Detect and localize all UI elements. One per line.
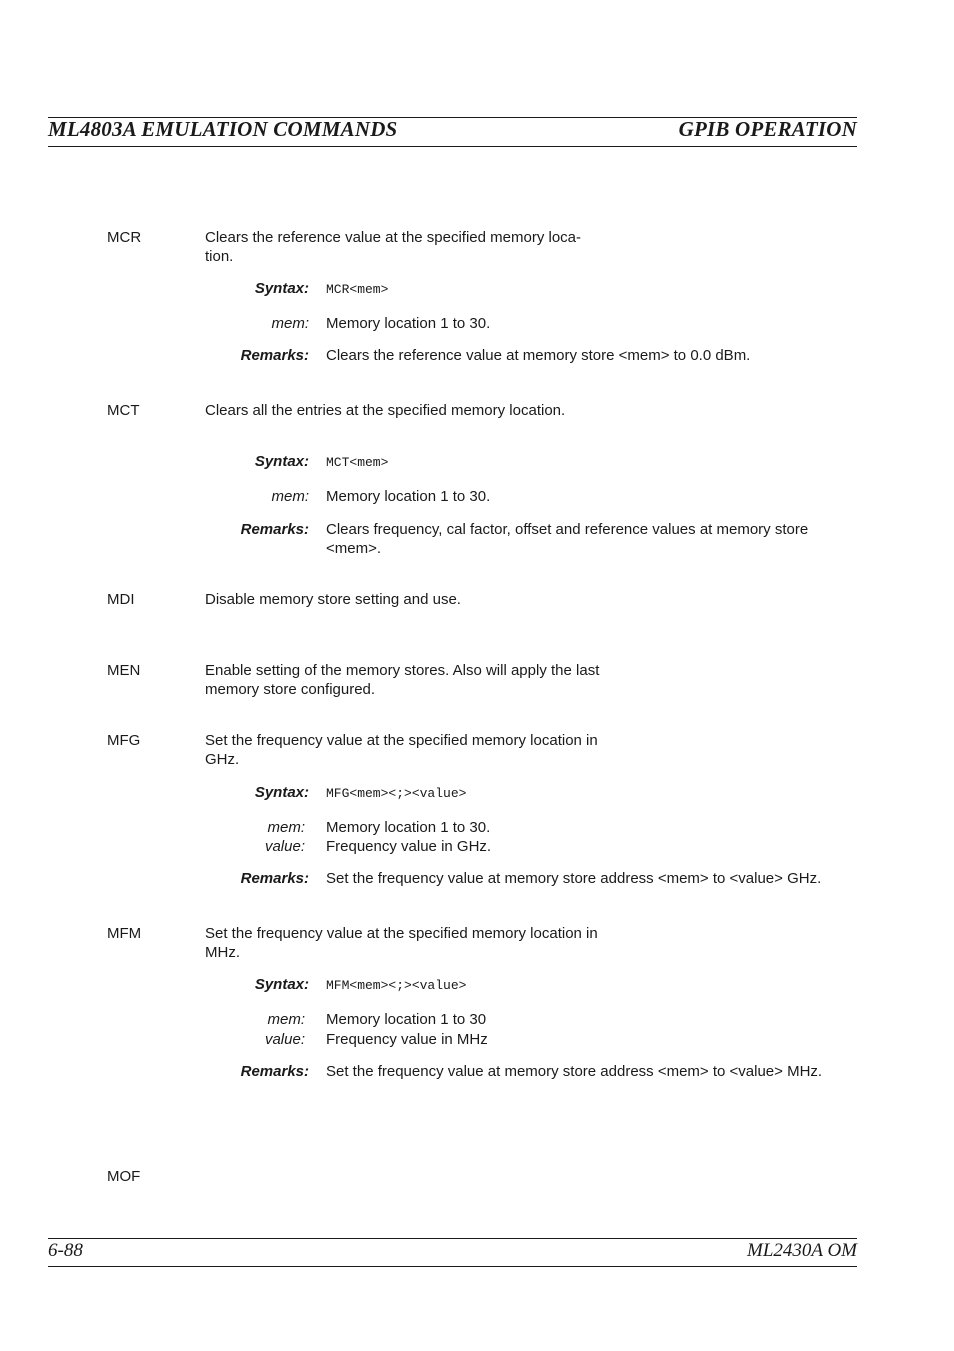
mfg-syntax: MFG<mem><;><value> [326, 786, 467, 801]
mfm-remarks: Set the frequency value at memory store address <mem> to <value> MHz. [326, 1063, 823, 1080]
mfg-syntax-label: Syntax: [254, 784, 309, 801]
command-mfm: MFM [107, 925, 142, 942]
footer-bottom-rule [48, 1266, 857, 1267]
mct-remarks-line2: <mem>. [326, 540, 382, 557]
mcr-mem: Memory location 1 to 30. [326, 315, 491, 332]
mcr-remarks-label: Remarks: [240, 347, 309, 364]
mct-syntax: MCT<mem> [326, 455, 389, 470]
command-mct: MCT [107, 402, 140, 419]
mct-remarks-label: Remarks: [240, 521, 309, 538]
mcr-syntax-label: Syntax: [254, 280, 309, 297]
mfm-mem-label: mem: [267, 1011, 305, 1028]
mfm-syntax-label: Syntax: [254, 976, 309, 993]
mfg-value: Frequency value in GHz. [326, 838, 492, 855]
mfg-remarks: Set the frequency value at memory store address <mem> to <value> GHz. [326, 870, 822, 887]
mct-remarks-line1: Clears frequency, cal factor, offset and reference values at memory store [326, 521, 809, 538]
mfg-mem-label: mem: [267, 819, 305, 836]
mfg-value-label: value: [264, 838, 305, 855]
mfm-description-line2: MHz. [205, 944, 240, 961]
mfm-value-label: value: [264, 1031, 305, 1048]
command-mfg: MFG [107, 732, 141, 749]
mct-mem-label: mem: [271, 488, 309, 505]
mfm-remarks-label: Remarks: [240, 1063, 309, 1080]
mfg-remarks-label: Remarks: [240, 870, 309, 887]
command-mof: MOF [107, 1168, 141, 1185]
men-description-line2: memory store configured. [205, 681, 376, 698]
mfm-syntax: MFM<mem><;><value> [326, 978, 467, 993]
mfm-mem: Memory location 1 to 30 [326, 1011, 487, 1028]
mcr-syntax: MCR<mem> [326, 282, 389, 297]
document-name: ML2430A OM [747, 1240, 857, 1261]
mct-mem: Memory location 1 to 30. [326, 488, 491, 505]
section-title: GPIB OPERATION [678, 117, 857, 141]
footer-top-rule [48, 1238, 857, 1239]
mfg-description-line1: Set the frequency value at the specified memory location in [205, 732, 598, 749]
mfm-value: Frequency value in MHz [326, 1031, 488, 1048]
mcr-description-line2: tion. [205, 248, 234, 265]
page-title: ML4803A EMULATION COMMANDS [48, 117, 398, 141]
mfm-description-line1: Set the frequency value at the specified memory location in [205, 925, 598, 942]
mcr-description-line1: Clears the reference value at the specified memory loca- [205, 229, 582, 246]
men-description-line1: Enable setting of the memory stores. Also will apply the last [205, 662, 600, 679]
page-number: 6-88 [48, 1240, 83, 1261]
command-mcr: MCR [107, 229, 142, 246]
command-men: MEN [107, 662, 141, 679]
mcr-remarks: Clears the reference value at memory store <mem> to 0.0 dBm. [326, 347, 751, 364]
mdi-description-line1: Disable memory store setting and use. [205, 591, 461, 608]
mfg-description-line2: GHz. [205, 751, 240, 768]
mct-syntax-label: Syntax: [254, 453, 309, 470]
header-bottom-rule [48, 146, 857, 147]
command-mdi: MDI [107, 591, 135, 608]
mcr-mem-label: mem: [271, 315, 309, 332]
mct-description-line1: Clears all the entries at the specified memory location. [205, 402, 566, 419]
mfg-mem: Memory location 1 to 30. [326, 819, 491, 836]
